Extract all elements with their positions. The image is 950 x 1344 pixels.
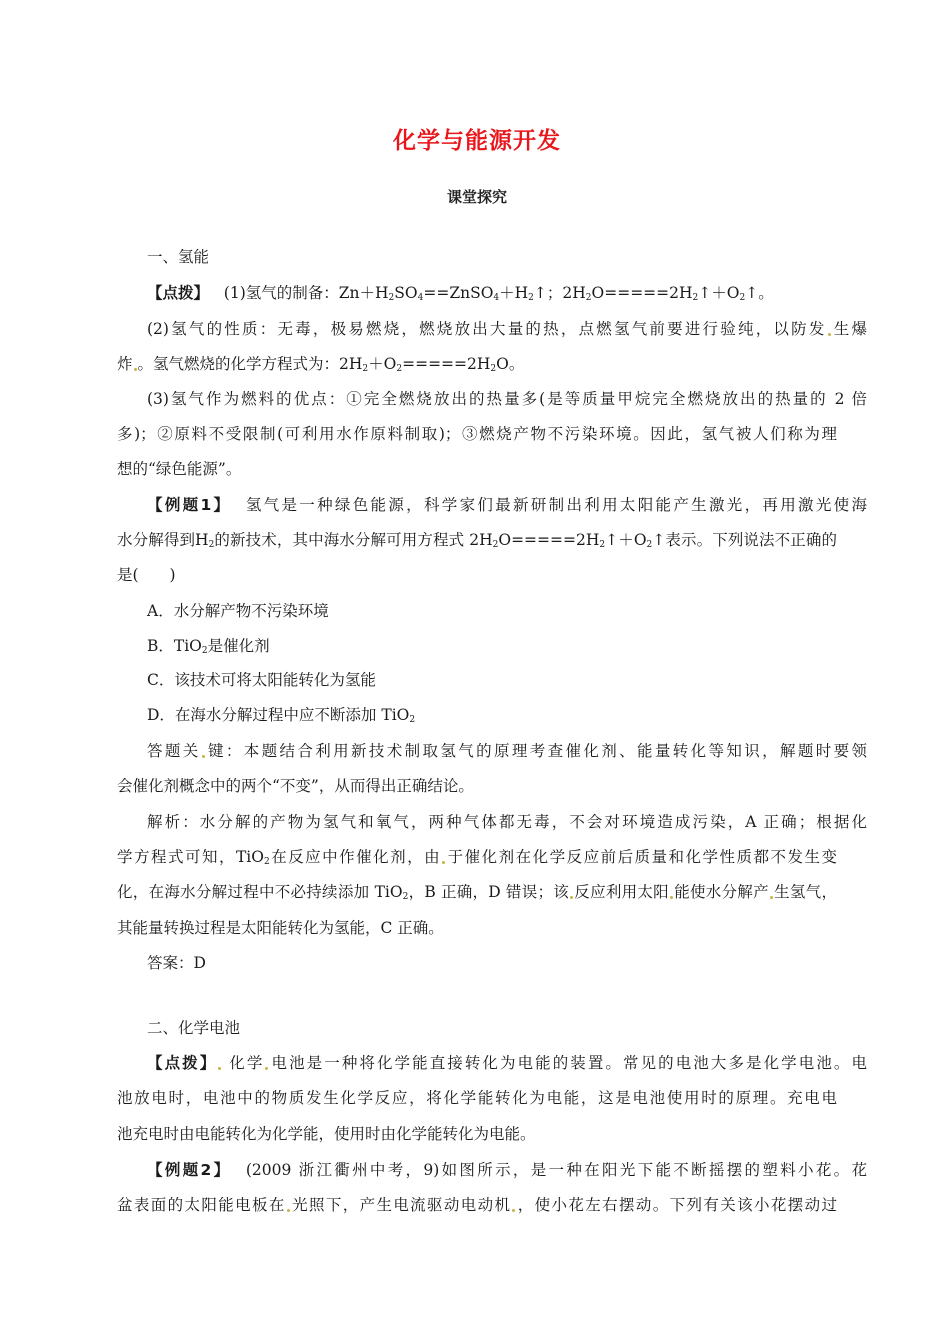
section1-tip-text: (1)氢气的制备：$Zn+H_2SO_4==ZnSO_4+H_2↑$；$2H_2O=====2H_2↑+O_2↑$。 bbox=[213, 284, 774, 303]
section2-heading: 二、化学电池 bbox=[147, 1019, 241, 1037]
example-2-label: 【例题2】 bbox=[147, 1161, 232, 1179]
answer: 答案：D bbox=[147, 954, 206, 972]
option-a: A．水分解产物不污染环境 bbox=[147, 602, 329, 620]
section2-tip-label: 【点拨】 bbox=[147, 1054, 218, 1072]
option-d: D．在海水分解过程中应不断添加 TiO$_2$ bbox=[147, 706, 416, 725]
page-subtitle: 课堂探究 bbox=[446, 188, 507, 206]
section1-heading: 一、氢能 bbox=[147, 248, 210, 266]
example-1-label: 【例题1】 bbox=[147, 496, 232, 514]
section1-tip-label: 【点拨】 bbox=[147, 284, 210, 302]
option-b: B．TiO$_2$是催化剂 bbox=[147, 637, 270, 656]
page-title: 化学与能源开发 bbox=[393, 128, 561, 154]
section1-tip bbox=[117, 283, 867, 303]
option-c: C．该技术可将太阳能转化为氢能 bbox=[147, 671, 376, 689]
